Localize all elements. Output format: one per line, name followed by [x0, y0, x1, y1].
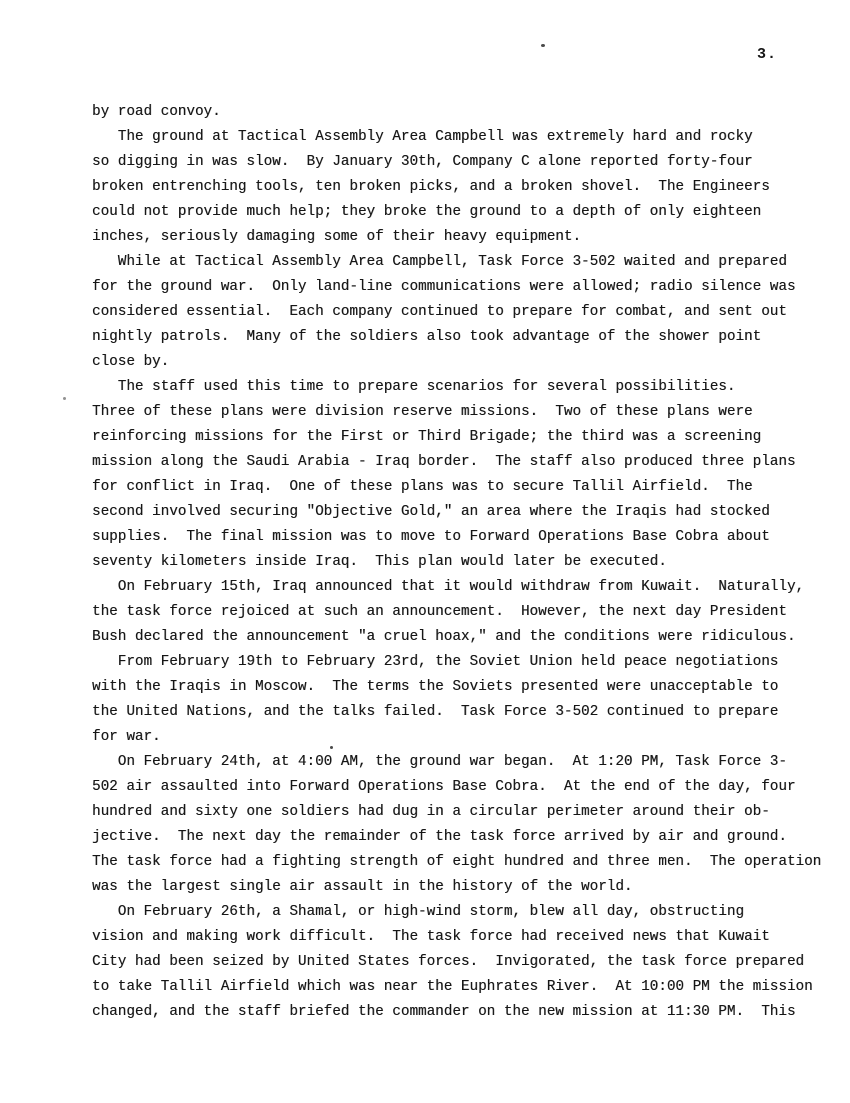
text-line: jective. The next day the remainder of the task force arrived by air and ground. — [92, 829, 787, 845]
text-line: The ground at Tactical Assembly Area Campbell was extremely hard and rocky — [92, 129, 753, 145]
text-line: could not provide much help; they broke the ground to a depth of only eighteen — [92, 204, 762, 220]
text-line: reinforcing missions for the First or Third Brigade; the third was a screening — [92, 429, 762, 445]
text-line: From February 19th to February 23rd, the Soviet Union held peace negotiations — [92, 654, 779, 670]
text-line: the task force rejoiced at such an announcement. However, the next day President — [92, 604, 787, 620]
text-line: second involved securing "Objective Gold," an area where the Iraqis had stocked — [92, 504, 770, 520]
text-line: City had been seized by United States forces. Invigorated, the task force prepared — [92, 954, 805, 970]
text-line: vision and making work difficult. The task force had received news that Kuwait — [92, 929, 770, 945]
text-line: The staff used this time to prepare scenarios for several possibilities. — [92, 379, 736, 395]
text-line: changed, and the staff briefed the commander on the new mission at 11:30 PM. This — [92, 1004, 796, 1020]
scan-speck — [541, 44, 545, 47]
text-line: close by. — [92, 354, 170, 370]
text-line: so digging in was slow. By January 30th, Company C alone reported forty-four — [92, 154, 753, 170]
text-line: the United Nations, and the talks failed. Task Force 3-502 continued to prepare — [92, 704, 779, 720]
text-line: considered essential. Each company continued to prepare for combat, and sent out — [92, 304, 787, 320]
text-line: broken entrenching tools, ten broken picks, and a broken shovel. The Engineers — [92, 179, 770, 195]
text-line: inches, seriously damaging some of their heavy equipment. — [92, 229, 582, 245]
text-line: by road convoy. — [92, 104, 221, 120]
scan-speck — [63, 397, 66, 400]
text-line: to take Tallil Airfield which was near the Euphrates River. At 10:00 PM the mission — [92, 979, 813, 995]
text-line: for war. — [92, 729, 161, 745]
page-number: 3. — [757, 46, 778, 63]
text-line: seventy kilometers inside Iraq. This plan would later be executed. — [92, 554, 667, 570]
text-line: Three of these plans were division reserve missions. Two of these plans were — [92, 404, 753, 420]
scan-speck — [330, 746, 333, 749]
text-line: hundred and sixty one soldiers had dug in a circular perimeter around their ob- — [92, 804, 770, 820]
text-line: On February 26th, a Shamal, or high-wind storm, blew all day, obstructing — [92, 904, 745, 920]
text-line: On February 24th, at 4:00 AM, the ground war began. At 1:20 PM, Task Force 3- — [92, 754, 787, 770]
text-line: nightly patrols. Many of the soldiers also took advantage of the shower point — [92, 329, 762, 345]
text-line: for the ground war. Only land-line communications were allowed; radio silence was — [92, 279, 796, 295]
text-line: was the largest single air assault in the history of the world. — [92, 879, 633, 895]
text-line: While at Tactical Assembly Area Campbell, Task Force 3-502 waited and prepared — [92, 254, 787, 270]
text-line: Bush declared the announcement "a cruel hoax," and the conditions were ridiculous. — [92, 629, 796, 645]
text-line: for conflict in Iraq. One of these plans was to secure Tallil Airfield. The — [92, 479, 753, 495]
document-body — [92, 100, 842, 1025]
text-line: The task force had a fighting strength of eight hundred and three men. The operation — [92, 854, 822, 870]
text-line: supplies. The final mission was to move to Forward Operations Base Cobra about — [92, 529, 770, 545]
text-line: On February 15th, Iraq announced that it would withdraw from Kuwait. Naturally, — [92, 579, 805, 595]
text-line: 502 air assaulted into Forward Operations Base Cobra. At the end of the day, four — [92, 779, 796, 795]
text-line: with the Iraqis in Moscow. The terms the Soviets presented were unacceptable to — [92, 679, 779, 695]
text-line: mission along the Saudi Arabia - Iraq border. The staff also produced three plans — [92, 454, 796, 470]
